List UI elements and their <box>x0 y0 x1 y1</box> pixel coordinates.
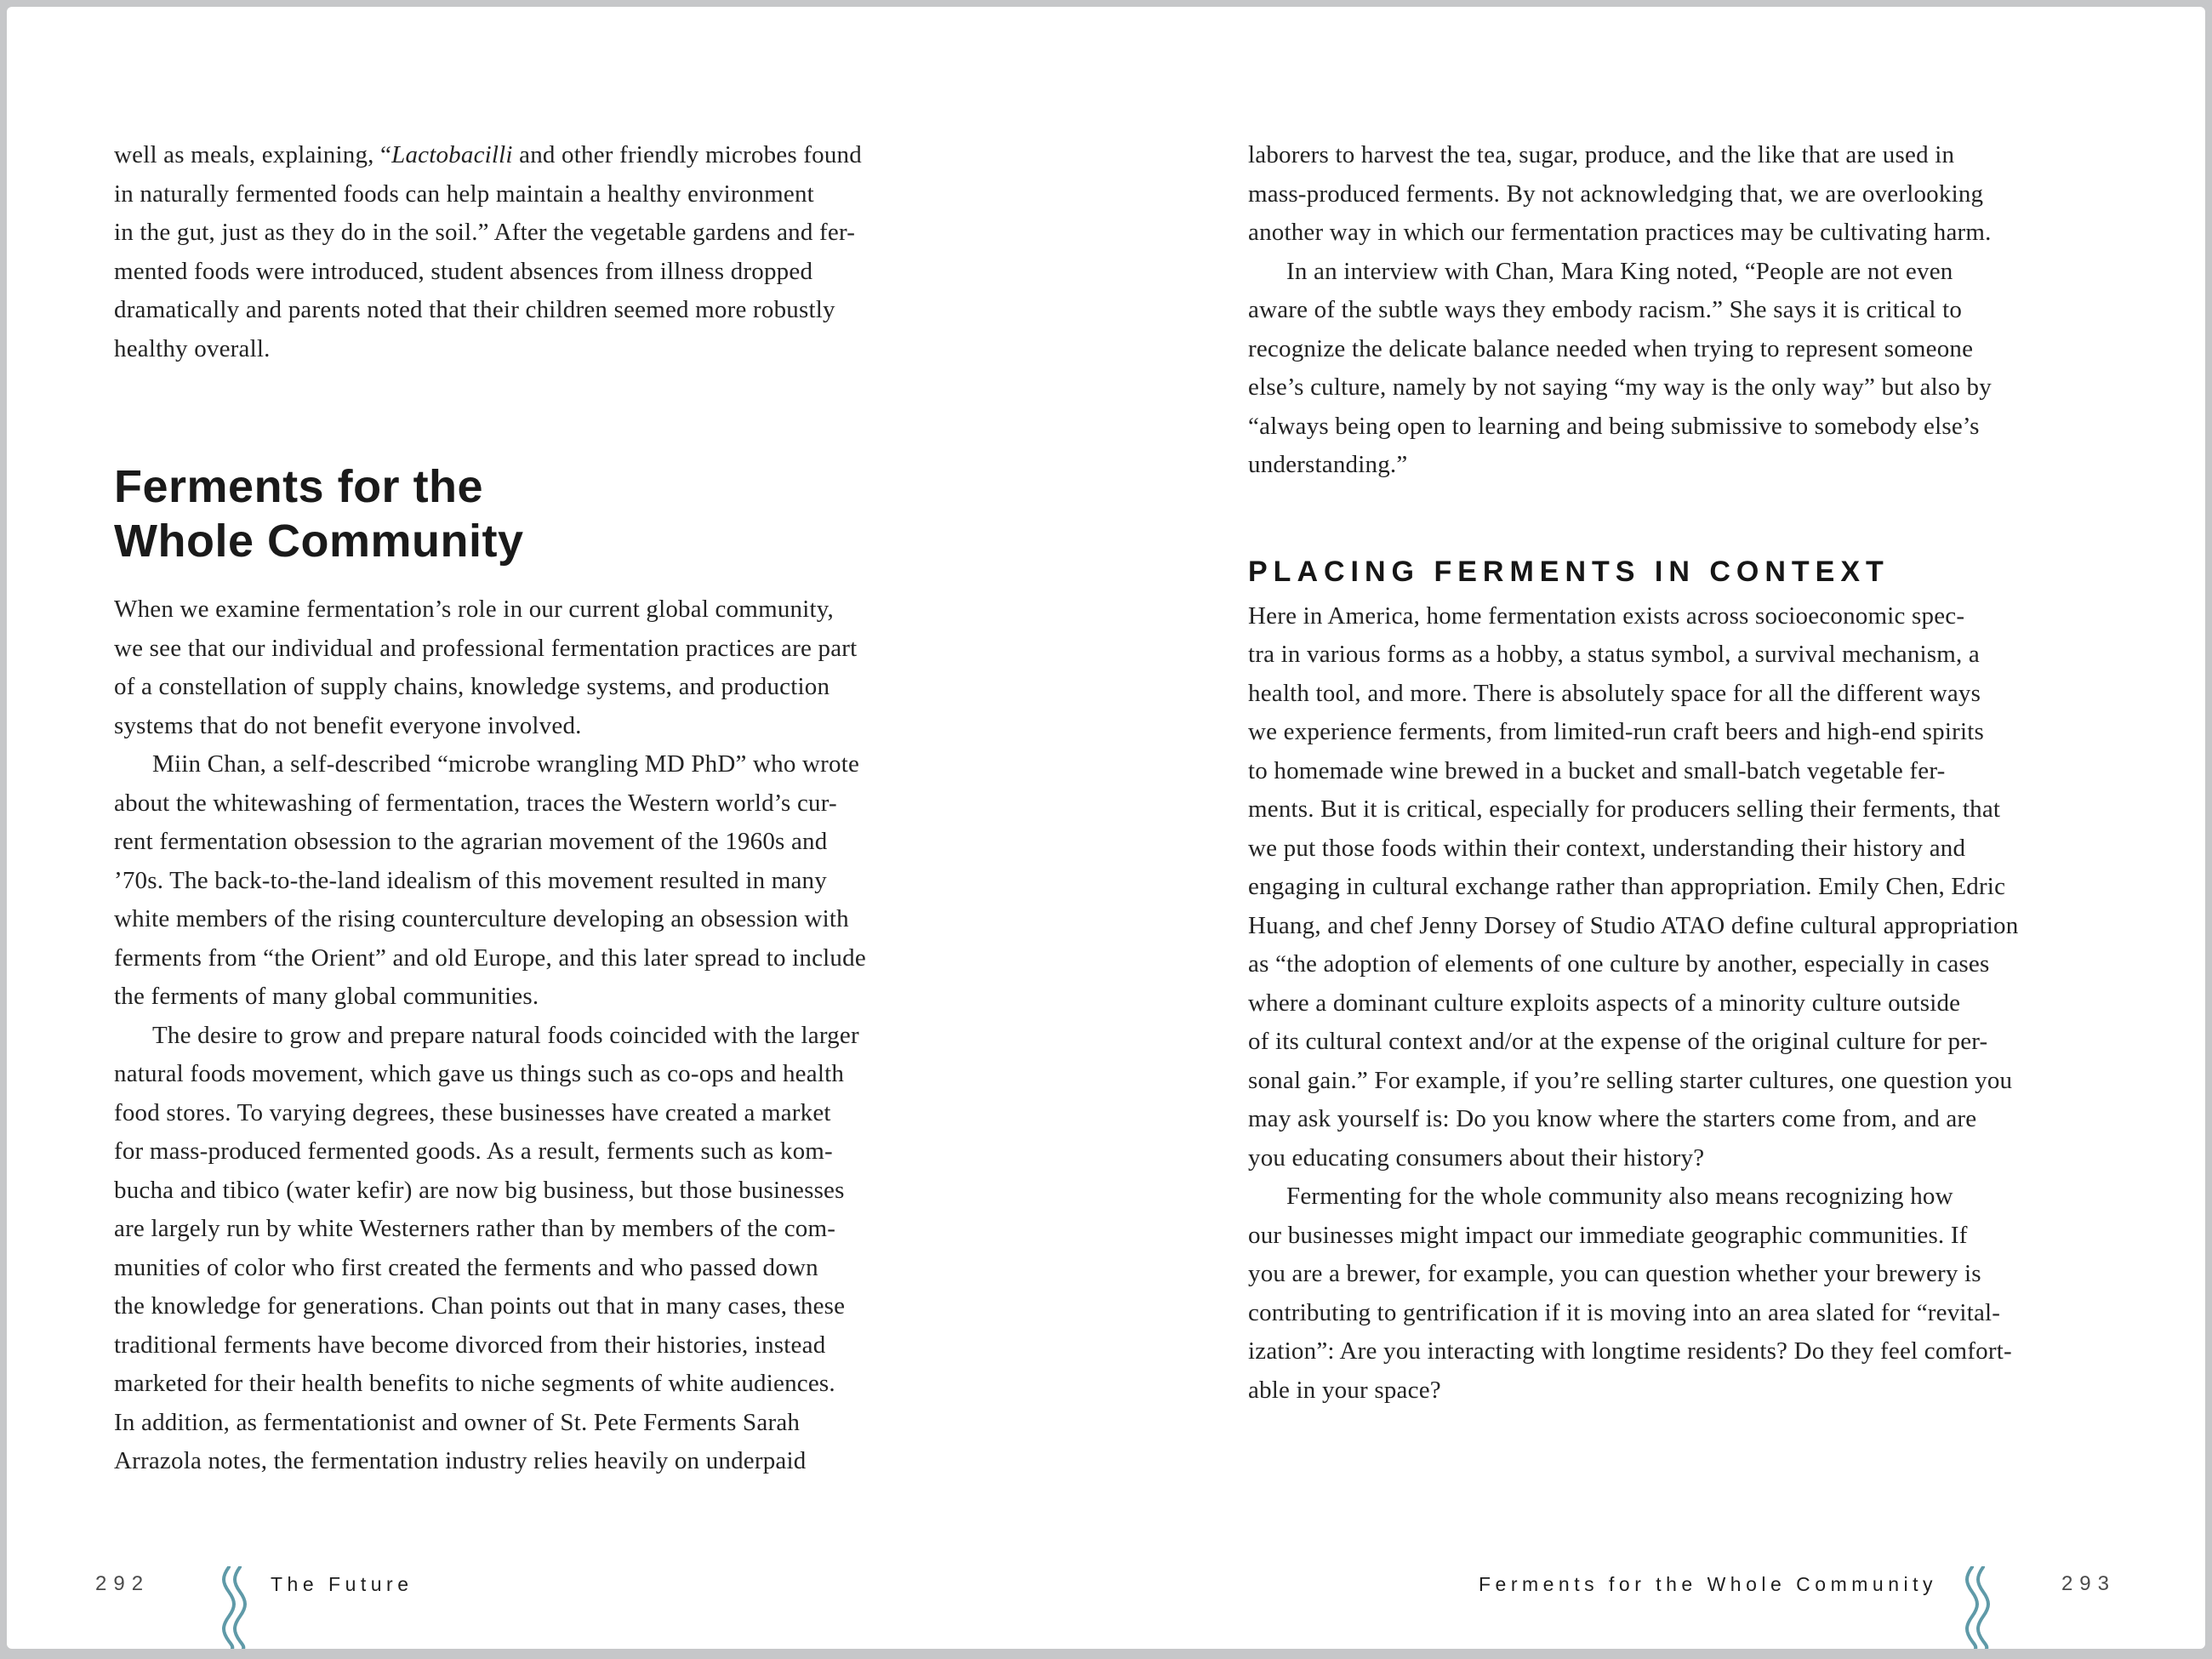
page-number-right: 293 <box>2061 1572 2116 1595</box>
wave-ornament-icon <box>1964 1566 1993 1649</box>
paragraph-text: well as meals, explaining, “ <box>114 141 392 168</box>
paragraph: Miin Chan, a self-described “microbe wrangling MD PhD” who wrote about the whitewashing of fermentation, traces the Western world’s cur- rent fermentation obsession to the agrarian movement of the 1960s and ’70s. The back-to-the-land idealism of this movement resulted in many white members of the rising counterculture developing an obsession with ferments from “the Orient” and old Europe, and this later spread to include the ferments of many global communities. <box>114 750 866 1010</box>
paragraph: Fermenting for the whole community also means recognizing how our businesses might impact our immediate geographic communities. If you are a brewer, for example, you can question whether your brewery is contributing to gentrification if it is moving into an area slated for “revital- ization”: Are you interacting with longtime residents? Do they feel comfort- able in your space? <box>1248 1183 2012 1404</box>
running-title-right: Ferments for the Whole Community <box>1478 1573 1937 1595</box>
paragraph: In an interview with Chan, Mara King noted, “People are not even aware of the subtle ways they embody racism.” She says it is critical to recognize the delicate balance needed when trying to represent someone else’s culture, namely by not saying “my way is the only way” but also by “always being open to learning and being submissive to somebody else’s understanding.” <box>1248 257 1992 478</box>
page-number-left: 292 <box>95 1572 151 1595</box>
paragraph-text: and other friendly microbes found in naturally fermented foods can help maintain a healthy environment in the gut, just as they do in the soil.” After the vegetable gardens and fer- mented foods were introduced, student absences from illness dropped dramatically and parents noted that their children seemed more robustly healthy overall. <box>114 141 862 362</box>
paragraph: When we examine fermentation’s role in our current global community, we see that our individual and professional fermentation practices are part of a constellation of supply chains, knowledge systems, and production systems that do not benefit everyone involved. <box>114 596 858 739</box>
chapter-heading: Ferments for the Whole Community <box>114 461 524 567</box>
section-heading: PLACING FERMENTS IN CONTEXT <box>1248 555 1890 588</box>
left-page-text-column <box>114 136 1050 1481</box>
italic-term: Lactobacilli <box>391 141 513 168</box>
paragraph: The desire to grow and prepare natural foods coincided with the larger natural foods movement, which gave us things such as co-ops and health food stores. To varying degrees, these businesses have created a market for mass-produced fermented goods. As a result, ferments such as kom- bucha and tibico (water kefir) are now big business, but those businesses are largely run by white Westerners rather than by members of the com- munities of color who first created the ferments and who passed down the knowledge for generations. Chan points out that in many cases, these traditional ferments have become divorced from their histories, instead marketed for their health benefits to niche segments of white audiences. In addition, as fermentationist and owner of St. Pete Ferments Sarah Arrazola notes, the fermentation industry relies heavily on underpaid <box>114 1021 859 1474</box>
paragraph-continued <box>114 136 1050 368</box>
running-title-left: The Future <box>271 1573 413 1595</box>
paragraph: Here in America, home fermentation exists across socioeconomic spec- tra in various forms as a hobby, a status symbol, a survival mechanism, a health tool, and more. There is absolutely space for all the different ways we experience ferments, from limited-run craft beers and high-end spirits to homemade wine brewed in a bucket and small-batch vegetable fer- ments. But it is critical, especially for producers selling their ferments, that we put those foods within their context, understanding their history and engaging in cultural exchange rather than appropriation. Emily Chen, Edric Huang, and chef Jenny Dorsey of Studio ATAO define cultural appropriation as “the adoption of elements of one culture by another, especially in cases where a dominant culture exploits aspects of a minority culture outside of its cultural context and/or at the expense of the original culture for per- sonal gain.” For example, if you’re selling starter cultures, one question you may ask yourself is: Do you know where the starters come from, and are you educating consumers about their history? <box>1248 601 2019 1172</box>
wave-ornament-icon <box>220 1566 249 1649</box>
right-page-text-column <box>1248 136 2184 1410</box>
paragraph-continued: laborers to harvest the tea, sugar, produce, and the like that are used in mass-produced ferments. By not acknowledging that, we are overlooking another way in which our fermentation practices may be cultivating harm. <box>1248 141 1992 246</box>
book-spread <box>7 7 2205 1649</box>
